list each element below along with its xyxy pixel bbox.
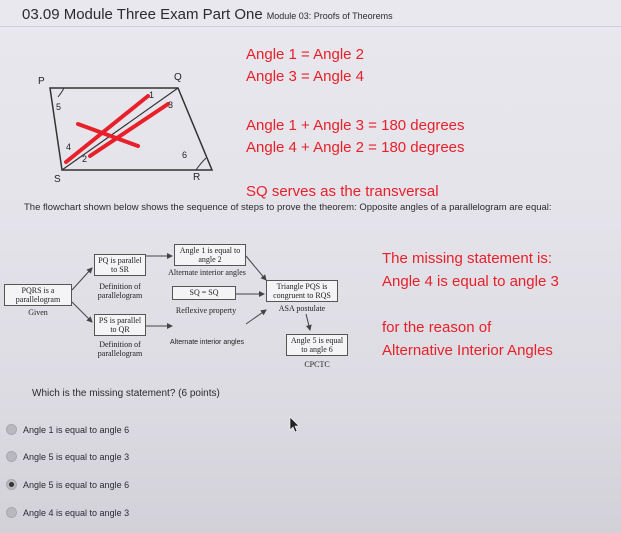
mouse-cursor-icon <box>289 416 301 434</box>
vertex-r: R <box>193 172 201 183</box>
flow-box-sq-eq-sq: SQ = SQ <box>172 286 236 300</box>
option-3-radio[interactable] <box>6 479 17 490</box>
angle-label-5: 5 <box>56 102 62 112</box>
option-4-radio[interactable] <box>6 507 17 518</box>
option-2-radio[interactable] <box>6 451 17 462</box>
note-sum-4-2: Angle 4 + Angle 2 = 180 degrees <box>246 139 465 156</box>
flow-box-given: PQRS is a parallelogram <box>4 284 72 306</box>
flow-caption-triangle: ASA postulate <box>278 304 326 313</box>
flow-caption-given: Given <box>28 308 48 317</box>
angle-label-2: 2 <box>82 154 88 164</box>
option-1-label[interactable]: Angle 1 is equal to angle 6 <box>23 424 130 435</box>
option-1[interactable] <box>6 424 129 435</box>
flow-caption-missing: Alternate interior angles <box>170 339 244 346</box>
flow-caption-ps: Definition of parallelogram <box>97 340 143 358</box>
angle-label-4: 4 <box>66 142 72 152</box>
flow-caption-angle5: CPCTC <box>304 360 330 369</box>
flow-box-angle5-eq-angle6: Angle 5 is equal to angle 6 <box>286 334 348 356</box>
option-4-label[interactable]: Angle 4 is equal to angle 3 <box>23 507 130 518</box>
arrow-triangle-angle5 <box>306 314 310 330</box>
answer-reason: Alternative Interior Angles <box>382 342 553 359</box>
flow-box-ps-parallel: PS is parallel to QR <box>94 314 146 336</box>
header-divider <box>0 26 621 27</box>
diagonal-sq <box>62 88 178 170</box>
angle-arc-r <box>196 158 206 170</box>
vertex-s: S <box>54 174 61 185</box>
arrow-given-ps <box>72 302 92 322</box>
flow-box-angle1-eq-angle2: Angle 1 is equal to angle 2 <box>174 244 246 266</box>
flow-caption-angle1: Alternate interior angles <box>168 268 246 277</box>
flow-box-pq-parallel: PQ is parallel to SR <box>94 254 146 276</box>
note-transversal: SQ serves as the transversal <box>246 183 439 200</box>
question-text: Which is the missing statement? (6 points) <box>32 388 220 399</box>
vertex-p: P <box>38 76 45 87</box>
note-angle1-eq-angle2: Angle 1 = Angle 2 <box>246 46 365 63</box>
parallelogram-figure <box>20 68 240 188</box>
angle-label-1: 1 <box>149 90 155 100</box>
option-3[interactable] <box>6 479 129 490</box>
red-line-1 <box>66 96 148 162</box>
angle-arc-p <box>58 88 64 97</box>
angle-label-3: 3 <box>168 100 174 110</box>
option-2-label[interactable]: Angle 5 is equal to angle 3 <box>23 451 130 462</box>
exam-title-text: 03.09 Module Three Exam Part One <box>22 6 263 23</box>
option-1-radio[interactable] <box>6 424 17 435</box>
flow-caption-sq: Reflexive property <box>175 306 237 315</box>
option-4[interactable] <box>6 507 129 518</box>
answer-missing-statement-label: The missing statement is: <box>382 250 553 267</box>
exam-title <box>22 6 393 23</box>
angle-label-6: 6 <box>182 150 188 160</box>
note-angle3-eq-angle4: Angle 3 = Angle 4 <box>246 68 365 85</box>
vertex-q: Q <box>174 72 182 83</box>
exam-subtitle: Module 03: Proofs of Theorems <box>266 11 393 21</box>
note-sum-1-3: Angle 1 + Angle 3 = 180 degrees <box>246 117 465 134</box>
answer-missing-statement: Angle 4 is equal to angle 3 <box>382 273 559 290</box>
option-2[interactable] <box>6 451 129 462</box>
flow-caption-pq: Definition of parallelogram <box>97 282 143 300</box>
flow-box-triangle-congruent: Triangle PQS is congruent to RQS <box>266 280 338 302</box>
answer-reason-label: for the reason of <box>382 319 492 336</box>
option-3-label[interactable]: Angle 5 is equal to angle 6 <box>23 479 130 490</box>
flowchart-intro: The flowchart shown below shows the sequence of steps to prove the theorem: Opposite angles of a parallelogram are equal: <box>24 202 552 213</box>
